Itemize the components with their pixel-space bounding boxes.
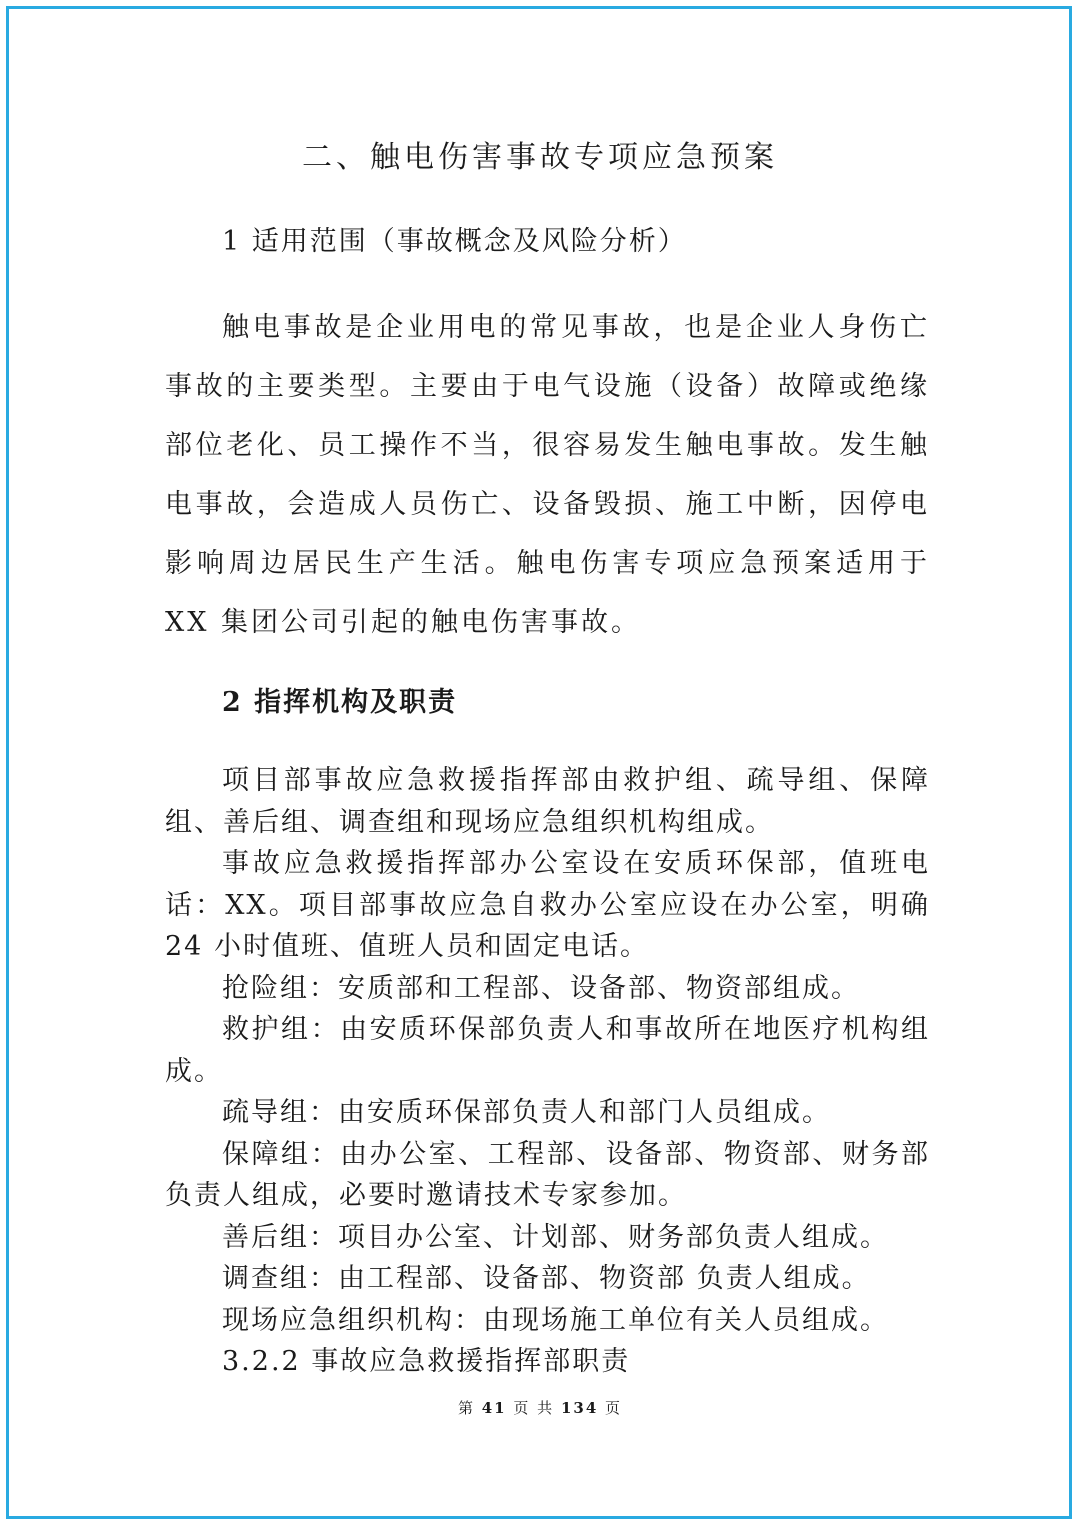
onsite-team-paragraph: 现场应急组织机构：由现场施工单位有关人员组成。: [222, 1304, 889, 1336]
subsection-heading: 3.2.2 事故应急救援指挥部职责: [222, 1346, 631, 1377]
footer-page-number: 41: [481, 1399, 507, 1417]
org-structure-paragraph: 项目部事故应急救援指挥部由救护组、疏导组、保障组、善后组、调查组和现场应急组织机构组成。: [165, 765, 930, 838]
page-footer: [0, 1396, 1080, 1420]
medical-team-paragraph: 救护组：由安质环保部负责人和事故所在地医疗机构组成。: [165, 1014, 930, 1087]
guidance-team-paragraph: 疏导组：由安质环保部负责人和部门人员组成。: [222, 1097, 831, 1128]
document-title: 二、触电伤害事故专项应急预案: [302, 140, 778, 175]
support-team-paragraph: 保障组：由办公室、工程部、设备部、物资部、财务部负责人组成，必要时邀请技术专家参加。: [165, 1138, 930, 1211]
investigation-team-paragraph: 调查组：由工程部、设备部、物资部 负责人组成。: [222, 1263, 871, 1294]
footer-prefix: 第: [457, 1399, 475, 1417]
aftermath-team-paragraph: 善后组：项目办公室、计划部、财务部负责人组成。: [222, 1221, 889, 1253]
section-2-body: [165, 760, 930, 1383]
footer-total-pages: 134: [560, 1399, 599, 1417]
section-1-heading: 1 适用范围（事故概念及风险分析）: [222, 226, 687, 257]
section-1-paragraph: 触电事故是企业用电的常见事故，也是企业人身伤亡事故的主要类型。主要由于电气设施（设备）故障或绝缘部位老化、员工操作不当，很容易发生触电事故。发生触电事故，会造成人员伤亡、设备毁损、施工中断，因停电影响周边居民生产生活。触电伤害专项应急预案适用于 XX 集团公司引起的触电伤害事故。: [165, 312, 930, 638]
section-2-heading: 2 指挥机构及职责: [222, 687, 458, 718]
footer-middle: 页 共: [513, 1399, 555, 1417]
duty-office-paragraph: 事故应急救援指挥部办公室设在安质环保部，值班电话：XX。项目部事故应急自救办公室应设在办公室，明确 24 小时值班、值班人员和固定电话。: [165, 848, 930, 962]
footer-suffix: 页: [605, 1399, 623, 1417]
rescue-team-paragraph: 抢险组：安质部和工程部、设备部、物资部组成。: [222, 972, 860, 1004]
